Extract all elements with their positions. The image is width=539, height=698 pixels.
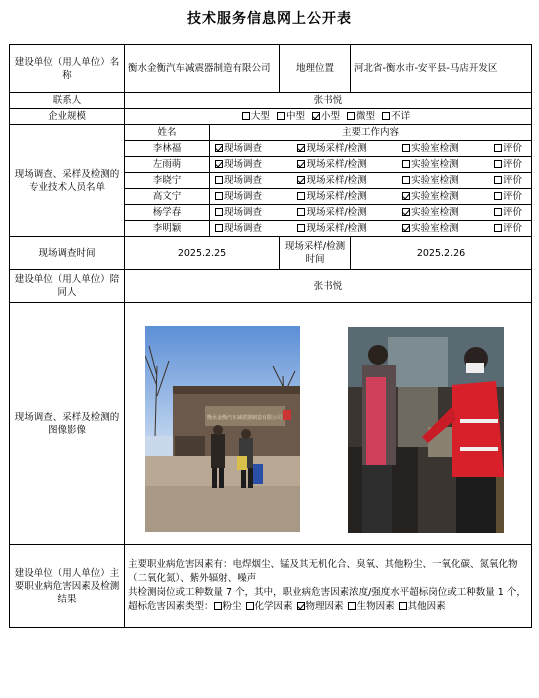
checkbox-icon[interactable] [347,112,355,120]
checkbox-icon[interactable] [297,192,305,200]
checkbox-icon[interactable] [494,144,502,152]
scale-label: 企业规模 [10,109,125,125]
checkbox-icon[interactable] [215,176,223,184]
scale-option-medium: 中型 [277,111,305,122]
checkbox-icon[interactable] [215,224,223,232]
checkbox-icon[interactable] [297,602,305,610]
work-column-header: 主要工作内容 [210,125,532,141]
site-photo-outdoor [145,326,300,532]
contact-label: 联系人 [10,93,125,109]
checkbox-icon[interactable] [297,224,305,232]
checkbox-icon[interactable] [277,112,285,120]
task-label: 现场调查 [224,159,263,170]
task-option [215,190,262,203]
task-option [402,222,459,235]
task-option [402,158,459,171]
checkbox-icon[interactable] [297,160,305,168]
checkbox-icon[interactable] [402,208,410,216]
checkbox-icon[interactable] [215,192,223,200]
checkbox-icon[interactable] [214,602,222,610]
task-label: 现场采样/检测 [306,207,367,218]
survey-time-label: 现场调查时间 [10,237,125,270]
task-option [494,142,522,155]
checkbox-icon[interactable] [312,112,320,120]
task-label: 现场调查 [224,223,263,234]
document-title: 技术服务信息网上公开表 [187,11,352,27]
checkbox-icon[interactable] [215,144,223,152]
task-option [402,206,459,219]
staff-name: 李明颖 [125,221,210,237]
checkbox-icon[interactable] [494,176,502,184]
staff-name: 杨学春 [125,205,210,221]
checkbox-icon[interactable] [402,224,410,232]
checkbox-icon[interactable] [242,112,250,120]
factor-biological: 生物因素 [348,601,395,612]
task-label: 评价 [503,191,523,202]
images-label: 现场调查、采样及检测的图像影像 [10,303,125,545]
checkbox-icon[interactable] [215,208,223,216]
task-label: 实验室检测 [411,159,459,170]
sampling-time-label: 现场采样/检测时间 [280,237,351,270]
hazard-result: 共检测岗位或工种数量 7 个，其中，职业病危害因素浓度/强度水平超标岗位或工种数量 1 个，超标危害因素类型： 粉尘 化学因素 物理因素 生物因素 其他因素 [128,587,526,612]
staff-tasks [210,141,532,157]
task-label: 评价 [503,223,523,234]
task-label: 实验室检测 [411,191,459,202]
staff-name: 高文宁 [125,189,210,205]
contact-value: 张书悦 [125,93,532,109]
scale-option-large: 大型 [242,111,270,122]
survey-date: 2025.2.25 [125,237,280,270]
checkbox-icon[interactable] [494,160,502,168]
task-label: 实验室检测 [411,207,459,218]
checkbox-icon[interactable] [402,192,410,200]
task-label: 现场调查 [224,143,263,154]
location-value: 河北省-衡水市-安平县-马店开发区 [351,45,532,93]
staff-tasks [210,221,532,237]
task-label: 评价 [503,207,523,218]
task-option [215,158,262,171]
task-label: 实验室检测 [411,143,459,154]
name-column-header: 姓名 [125,125,210,141]
checkbox-icon[interactable] [402,144,410,152]
factor-chemical: 化学因素 [246,601,293,612]
hazard-factors: 主要职业病危害因素有：电焊烟尘、锰及其无机化合、臭氧、其他粉尘、一氧化碳、氮氧化物（二氧化氮）、紫外辐射、噪声 [128,559,518,584]
staff-name: 李林福 [125,141,210,157]
unit-label: 建设单位（用人单位）名称 [10,45,125,93]
task-label: 现场采样/检测 [306,143,367,154]
checkbox-icon[interactable] [494,208,502,216]
factor-dust: 粉尘 [214,601,242,612]
checkbox-icon[interactable] [494,224,502,232]
checkbox-icon[interactable] [215,160,223,168]
task-option [297,206,366,219]
task-label: 实验室检测 [411,175,459,186]
scale-option-small: 小型 [312,111,340,122]
task-label: 评价 [503,159,523,170]
escort-value: 张书悦 [125,270,532,303]
checkbox-icon[interactable] [402,176,410,184]
hazards-summary [125,545,532,628]
checkbox-icon[interactable] [297,144,305,152]
escort-label: 建设单位（用人单位）陪同人 [10,270,125,303]
task-option [402,142,459,155]
task-label: 现场采样/检测 [306,175,367,186]
staff-tasks [210,173,532,189]
task-option [494,222,522,235]
task-option [297,158,366,171]
unit-name: 衡水金衡汽车减震器制造有限公司 [125,45,280,93]
task-option [297,222,366,235]
factor-other: 其他因素 [399,601,446,612]
factor-physical: 物理因素 [297,601,344,612]
site-photo-workshop [348,327,504,533]
checkbox-icon[interactable] [297,176,305,184]
checkbox-icon[interactable] [382,112,390,120]
task-label: 现场调查 [224,207,263,218]
task-label: 评价 [503,175,523,186]
task-option [402,174,459,187]
staff-tasks [210,205,532,221]
task-option [215,142,262,155]
task-option [494,206,522,219]
task-label: 现场采样/检测 [306,223,367,234]
task-label: 实验室检测 [411,223,459,234]
factory-sign-text: 衡水金衡汽车减震器制造有限公司 [207,415,283,421]
checkbox-icon[interactable] [494,192,502,200]
task-option [215,222,262,235]
staff-tasks [210,189,532,205]
task-option [402,190,459,203]
hazards-label: 建设单位（用人单位）主要职业病危害因素及检测结果 [10,545,125,628]
staff-name: 左雨萌 [125,157,210,173]
staff-name: 李晓宁 [125,173,210,189]
scale-options [125,109,532,125]
scale-option-unknown: 不详 [382,111,410,122]
sampling-date: 2025.2.26 [351,237,532,270]
task-label: 现场采样/检测 [306,159,367,170]
task-option [215,174,262,187]
task-label: 现场调查 [224,175,263,186]
task-label: 评价 [503,143,523,154]
task-label: 现场采样/检测 [306,191,367,202]
checkbox-icon[interactable] [402,160,410,168]
scale-option-micro: 微型 [347,111,375,122]
checkbox-icon[interactable] [246,602,254,610]
staff-label: 现场调查、采样及检测的专业技术人员名单 [10,125,125,237]
staff-tasks [210,157,532,173]
task-label: 现场调查 [224,191,263,202]
task-option [494,158,522,171]
checkbox-icon[interactable] [348,602,356,610]
task-option [297,190,366,203]
checkbox-icon[interactable] [399,602,407,610]
task-option [297,142,366,155]
task-option [494,174,522,187]
task-option [494,190,522,203]
task-option [297,174,366,187]
checkbox-icon[interactable] [297,208,305,216]
location-label: 地理位置 [280,45,351,93]
task-option [215,206,262,219]
